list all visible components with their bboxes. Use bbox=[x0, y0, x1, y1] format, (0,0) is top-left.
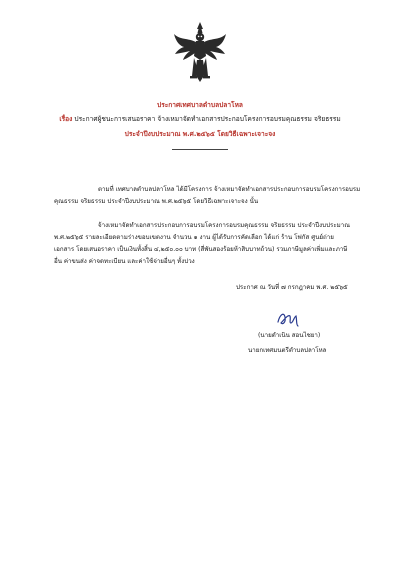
body-paragraph-1-line-2: คุณธรรม จริยธรรม ประจำปีงบประมาณ พ.ศ.๒๕๖๕ โดยวิธีเฉพาะเจาะจง นั้น bbox=[54, 198, 259, 205]
body-paragraph-2-line-3: เอกสาร โดยเสนอราคา เป็นเงินทั้งสิ้น ๔,๒๕๐.๐๐ บาท (สี่พันสองร้อยห้าสิบบาทถ้วน) รวมภาษีมูลค่าเพิ่มและภาษี bbox=[54, 246, 348, 253]
announcement-date: ประกาศ ณ วันที่ ๗ กรกฎาคม พ.ศ. ๒๕๖๕ bbox=[236, 284, 348, 291]
body-paragraph-2-line-2: พ.ศ.๒๕๖๕ รายละเอียดตามร่างขอบเขตงาน จำนวน ๑ งาน ผู้ได้รับการคัดเลือก ได้แก่ ร้าน โฟกัส ศูนย์ถ่าย bbox=[54, 234, 334, 241]
body-paragraph-2-line-4: อื่น ค่าขนส่ง ค่าจดทะเบียน และค่าใช้จ่ายอื่นๆ ทั้งปวง bbox=[54, 258, 195, 265]
handwritten-signature bbox=[275, 308, 301, 330]
announcement-subject bbox=[40, 113, 360, 125]
issuing-organization: ประกาศเทศบาลตำบลปลาโหล bbox=[157, 101, 243, 109]
subject-label: เรื่อง bbox=[59, 115, 73, 123]
header-divider bbox=[172, 149, 228, 150]
body-paragraph-2-line-1: จ้างเหมาจัดทำเอกสารประกอบการอบรมโครงการอบรมคุณธรรม จริยธรรม ประจำปีงบประมาณ bbox=[98, 222, 350, 229]
fiscal-year-line: ประจำปีงบประมาณ พ.ศ.๒๕๖๕ โดยวิธีเฉพาะเจาะจง bbox=[124, 130, 276, 138]
body-paragraph-1-line-1: ตามที่ เทศบาลตำบลปลาโหล ได้มีโครงการ จ้างเหมาจัดทำเอกสารประกอบการอบรมโครงการอบรม bbox=[98, 186, 361, 193]
garuda-emblem-icon bbox=[172, 20, 228, 86]
signer-title: นายกเทศมนตรีตำบลปลาโหล bbox=[248, 347, 327, 354]
signer-name: (นายดำเนิน สอนไชยา) bbox=[258, 332, 321, 339]
subject-text: ประกาศผู้ชนะการเสนอราคา จ้างเหมาจัดทำเอกสารประกอบโครงการอบรมคุณธรรม จริยธรรม bbox=[74, 115, 341, 123]
